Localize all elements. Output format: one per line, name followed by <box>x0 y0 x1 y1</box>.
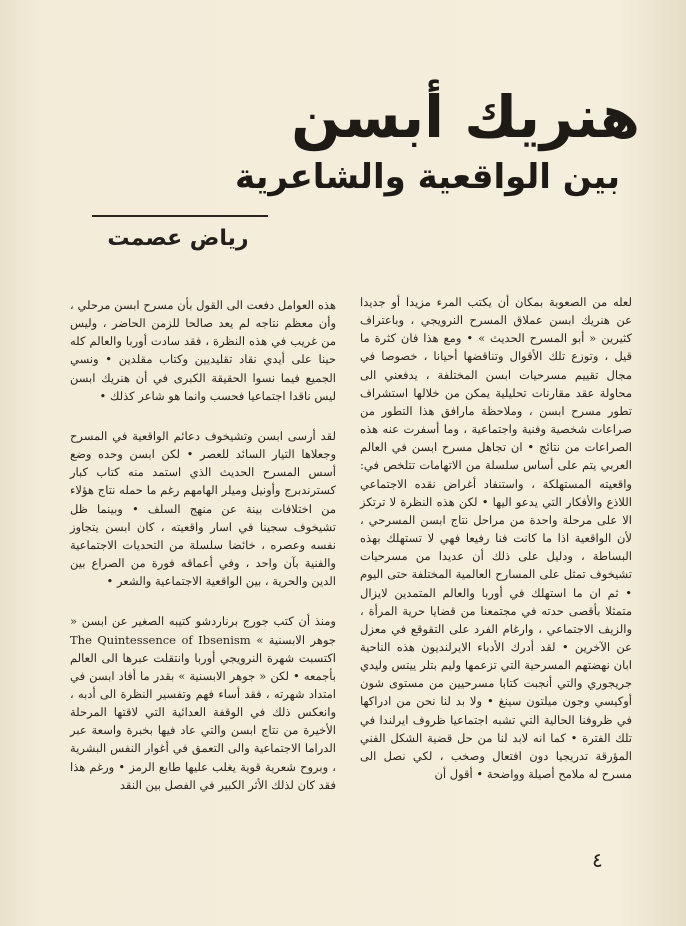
article-author: رياض عصمت <box>107 226 249 251</box>
article-subtitle: بين الواقعية والشاعرية <box>235 157 620 197</box>
body-paragraph: لعله من الصعوبة بمكان أن يكتب المرء مزيدا أو جديدا عن هنريك ابسن عملاق المسرح النرويجي ، وباعتراف كثيرين « أبو المسرح الحديث » • ومع هذا فان كثرة ما قيل ، وتوزع تلك الأقوال وتناقضها أحيانا ، خصوصا في مجال تقييم مسرحيات ابسن المختلفة ، يدفعني الى محاولة عقد مقارنات تحليلية يمكن من خلالها استشراف تطور مسرح ابسن ، وملاحظة مارافق هذا التطور من صراعات شخصية وفنية واجتماعية ، وما أسفرت عنه هذه الصراعات من نتائج • ان تجاهل مسرح ابسن في العالم العربي يتم على أساس سلسلة من الاتهامات تتلخص في: واقعيته المستهلكة ، واستنفاد أغراض نقده الاجتماعي اللاذع والأفكار التي يدعو اليها • لكن هذه النظرة لا ترتكز الا على مرحلة واحدة من مراحل نتاج ابسن المسرحي ، لأن الواقعية اذا ما كانت فنا رفيعا فهي لا تستهلك بهذه البساطة ، ودليل على ذلك أن عديدا من مسرحيات تشيخوف تمثل على المسارح العالمية المختلفة حتى اليوم • ثم ان ما استهلك في أوربا والعالم المتمدين لايزال متمثلا بأقصى حدته في مجتمعنا من قضايا حرية المرأة ، والزيف الاجتماعي ، وارغام الفرد على التقوقع في معزل عن الآخرين • لقد أدرك الأدباء الايرلنديون هذه الناحية ابان نهضتهم المسرحية التي تزعمها وليم بتلر ييتس وليدي جريجوري والتي أنجبت كتابا مسرحيين من مستوى شون أوكيسي وجون ميلتون سينغ • ولا بد لنا نحن من ادراكها في ظروفنا الحالية التي تشبه اجتماعيا ظروف ايرلندا في تلك الفترة • كما انه لابد لنا من حل قضية الشكل الفني المؤرقة تدريجيا دون افتعال وصخب ، لكي نصل الى مسرح له ملامح أصيلة وواضحة • أقول أن <box>360 295 632 782</box>
text-column-right <box>360 293 632 783</box>
text-column-left <box>70 296 336 794</box>
title-divider <box>92 215 268 217</box>
body-paragraph: لقد أرسى ابسن وتشيخوف دعائم الواقعية في المسرح وجعلاها التيار السائد للعصر • لكن ابسن وحده وضع أسس المسرح الحديث الذي استمد منه كتاب كبار كسترندبرج وأونيل وميلر الهامهم رغم ما حمله نتاج هؤلاء من اختلافات بينة عن منهج السلف • وبينما ظل تشيخوف سجينا في اسار واقعيته ، كان ابسن يتجاوز نفسه وعصره ، خائضا سلسلة من التحديات الاجتماعية والفنية بآن واحد ، وفي أعماقه فورة من الصراع بين الدين والحرية ، بين الواقعية الاجتماعية والشعر • <box>70 428 336 589</box>
body-paragraph: ومنذ أن كتب جورج برناردشو كتيبه الصغير عن ابسن « جوهر الابسنية » The Quintessence of Ibsenism اكتسبت شهرة النرويجي أوربا وانتقلت عبرها الى العالم بأجمعه • لكن « جوهر الابسنية » بقدر ما أفاد ابسن في امتداد شهرته ، فقد أساء فهم وتفسير النظرة الى أدبه ، وانعكس ذلك في الوقفة العدائية التي لاقتها المرحلة الأخيرة من نتاج ابسن والتي عاد فيها بخبرة واسعة عبر الدراما الاجتماعية والى التعمق في أغوار النفس البشرية ، وبروح شعرية قوية يغلب عليها طابع الرمز • ورغم هذا فقد كان لذلك الأثر الكبير في الفصل بين النقد <box>70 614 337 792</box>
page-number: ٤ <box>592 848 603 872</box>
body-paragraph: هذه العوامل دفعت الى القول بأن مسرح ابسن مرحلي ، وأن معظم نتاجه لم يعد صالحا للزمن الحاضر ، وليس من غريب في هذه النظرة ، فقد سادت أوربا والعالم كله حينا على أيدي نقاد تقليديين وكتاب مقلدين • ونسي الجميع فيما نسوا الحقيقة الكبرى في أن هنريك ابسن ليس ناقدا اجتماعيا فحسب وانما هو شاعر كذلك • <box>70 298 336 403</box>
article-title: هنريك أبسن <box>291 83 640 151</box>
